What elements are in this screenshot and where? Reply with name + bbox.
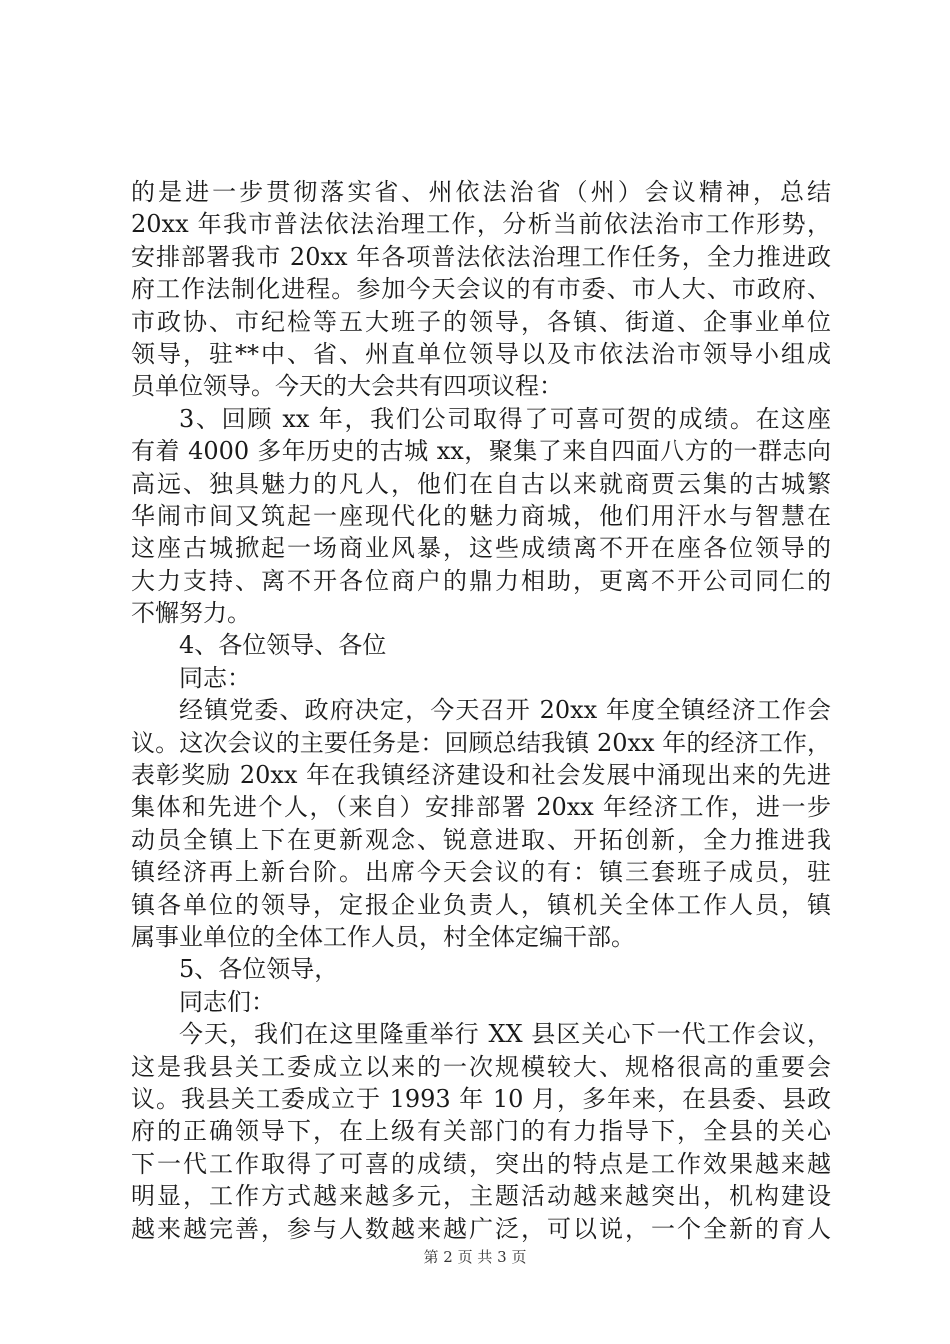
text-line: 同志： <box>179 663 251 692</box>
text-line: 动员全镇上下在更新观念、锐意进取、开拓创新，全力推进我 <box>131 825 831 854</box>
text-line: 府的正确领导下，在上级有关部门的有力指导下，全县的关心 <box>131 1117 831 1146</box>
text-line: 越来越完善，参与人数越来越广泛，可以说，一个全新的育人 <box>131 1214 831 1243</box>
text-line: 下一代工作取得了可喜的成绩，突出的特点是工作效果越来越 <box>131 1149 831 1178</box>
text-line: 大力支持、离不开各位商户的鼎力相助，更离不开公司同仁的 <box>131 566 831 595</box>
text-line: 这座古城掀起一场商业风暴，这些成绩离不开在座各位领导的 <box>131 534 831 563</box>
document-body <box>131 176 831 1245</box>
text-line: 市政协、市纪检等五大班子的领导，各镇、街道、企事业单位 <box>131 307 831 336</box>
text-line: 表彰奖励 20xx 年在我镇经济建设和社会发展中涌现出来的先进 <box>131 761 831 790</box>
text-line: 议。这次会议的主要任务是：回顾总结我镇 20xx 年的经济工作， <box>131 728 831 757</box>
text-line: 镇经济再上新台阶。出席今天会议的有：镇三套班子成员，驻 <box>131 858 831 887</box>
text-line: 议。我县关工委成立于 1993 年 10 月，多年来，在县委、县政 <box>131 1084 831 1113</box>
text-line: 府工作法制化进程。参加今天会议的有市委、市人大、市政府、 <box>131 275 831 304</box>
text-line: 领导，驻**中、省、州直单位领导以及市依法治市领导小组成 <box>131 339 831 368</box>
text-line: 今天，我们在这里隆重举行 XX 县区关心下一代工作会议， <box>179 1020 831 1049</box>
text-line: 20xx 年我市普法依法治理工作，分析当前依法治市工作形势， <box>131 210 831 239</box>
text-line: 同志们： <box>179 987 275 1016</box>
text-line: 有着 4000 多年历史的古城 xx，聚集了来自四面八方的一群志向 <box>131 437 831 466</box>
text-line: 经镇党委、政府决定，今天召开 20xx 年度全镇经济工作会 <box>179 696 831 725</box>
text-line: 明显，工作方式越来越多元，主题活动越来越突出，机构建设 <box>131 1182 831 1211</box>
text-line: 镇各单位的领导，定报企业负责人，镇机关全体工作人员，镇 <box>131 890 831 919</box>
text-line: 集体和先进个人，（来自）安排部署 20xx 年经济工作，进一步 <box>131 793 831 822</box>
page-footer: 第 2 页 共 3 页 <box>423 1248 527 1266</box>
text-line: 的是进一步贯彻落实省、州依法治省（州）会议精神，总结 <box>131 178 831 206</box>
text-line: 高远、独具魅力的凡人，他们在自古以来就商贾云集的古城繁 <box>131 469 831 498</box>
text-line: 属事业单位的全体工作人员，村全体定编干部。 <box>131 922 635 951</box>
text-line: 4、各位领导、各位 <box>179 631 387 660</box>
text-line: 5、各位领导， <box>179 955 339 984</box>
text-line: 安排部署我市 20xx 年各项普法依法治理工作任务，全力推进政 <box>131 242 831 271</box>
text-line: 不懈努力。 <box>131 599 251 628</box>
text-line: 华闹市间又筑起一座现代化的魅力商城，他们用汗水与智慧在 <box>131 501 831 530</box>
text-line: 这是我县关工委成立以来的一次规模较大、规格很高的重要会 <box>131 1052 831 1081</box>
text-line: 3、回顾 xx 年，我们公司取得了可喜可贺的成绩。在这座 <box>179 404 831 433</box>
text-line: 员单位领导。今天的大会共有四项议程： <box>131 372 563 401</box>
